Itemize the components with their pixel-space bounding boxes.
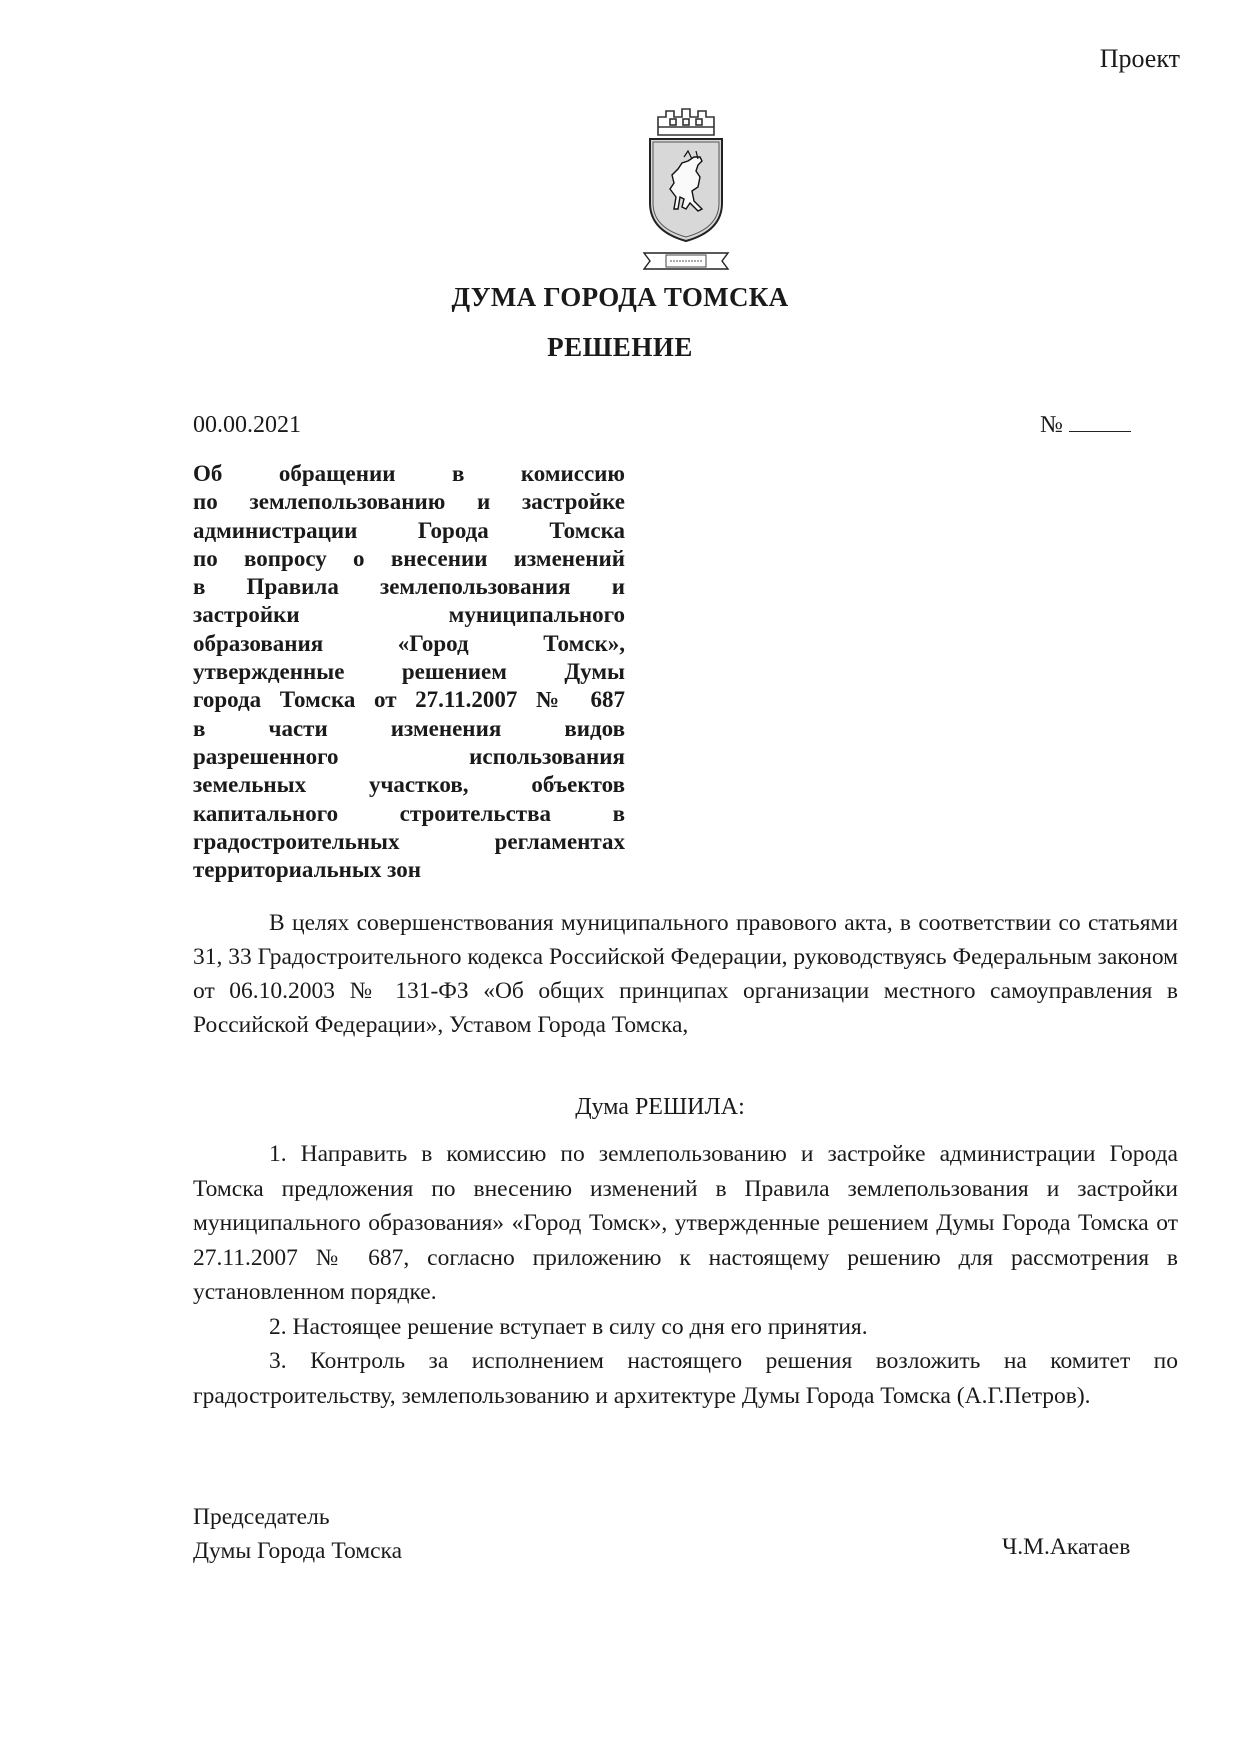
decision-subject [193, 460, 625, 884]
subject-line: образования «Город Томск», [193, 630, 625, 656]
signatory-name: Ч.М.Акатаев [1002, 1534, 1131, 1560]
draft-label: Проект [1099, 44, 1180, 73]
decided-heading: Дума РЕШИЛА: [575, 1094, 745, 1120]
subject-line: администрации Города Томска [193, 517, 625, 543]
subject-line: земельных участков, объектов [193, 772, 625, 798]
decision-item: 2. Настоящее решение вступает в силу со дня его принятия. [269, 1313, 868, 1340]
subject-line: разрешенного использования [193, 743, 625, 769]
subject-line: застройки муниципального [193, 602, 625, 628]
document-number [1040, 412, 1131, 439]
document-date: 00.00.2021 [193, 412, 301, 438]
subject-line: по землепользованию и застройке [193, 489, 625, 515]
subject-line: в Правила землепользования и [193, 574, 625, 600]
signatory-position-line: Думы Города Томска [193, 1538, 403, 1564]
decision-item: 3. Контроль за исполнением настоящего решения возложить на комитет по градостроительству, землепользованию и архитектуре Думы Города Томска (А.Г.Петров). [193, 1348, 1178, 1409]
subject-line: в части изменения видов [193, 715, 625, 741]
org-title: ДУМА ГОРОДА ТОМСКА [451, 282, 789, 312]
signatory-position [193, 1500, 402, 1568]
preamble-paragraph: В целях совершенствования муниципального правового акта, в соответствии со статьями 31, 33 Градостроительного кодекса Российской Федерации, руководствуясь Федеральным законом от 06.10.2003 № 131-ФЗ «Об общих принципах организации местного самоуправления в Российской Федерации», Уставом Города Томска, [193, 910, 1178, 1038]
number-blank-line [1069, 413, 1131, 432]
city-coat-of-arms-emblem [636, 105, 736, 280]
subject-line: капитального строительства в [193, 800, 625, 826]
number-label: № [1040, 412, 1063, 438]
signatory-position-line: Председатель [193, 1504, 330, 1530]
document-type: РЕШЕНИЕ [547, 332, 693, 362]
subject-line: утвержденные решением Думы [193, 659, 625, 685]
subject-line: города Томска от 27.11.2007 № 687 [193, 687, 625, 713]
subject-line: Об обращении в комиссию [193, 461, 625, 486]
decision-items [193, 1137, 1178, 1413]
subject-line: территориальных зон [193, 857, 421, 883]
subject-line: по вопросу о внесении изменений [193, 545, 625, 571]
subject-line: градостроительных регламентах [193, 828, 625, 854]
decision-item: 1. Направить в комиссию по землепользованию и застройке администрации Города Томска предложения по внесению изменений в Правила землепользования и застройки муниципального образования» «Город Томск», утвержденные решением Думы Города Томска от 27.11.2007 № 687, согласно приложению к настоящему решению для рассмотрения в установленном порядке. [193, 1141, 1178, 1305]
